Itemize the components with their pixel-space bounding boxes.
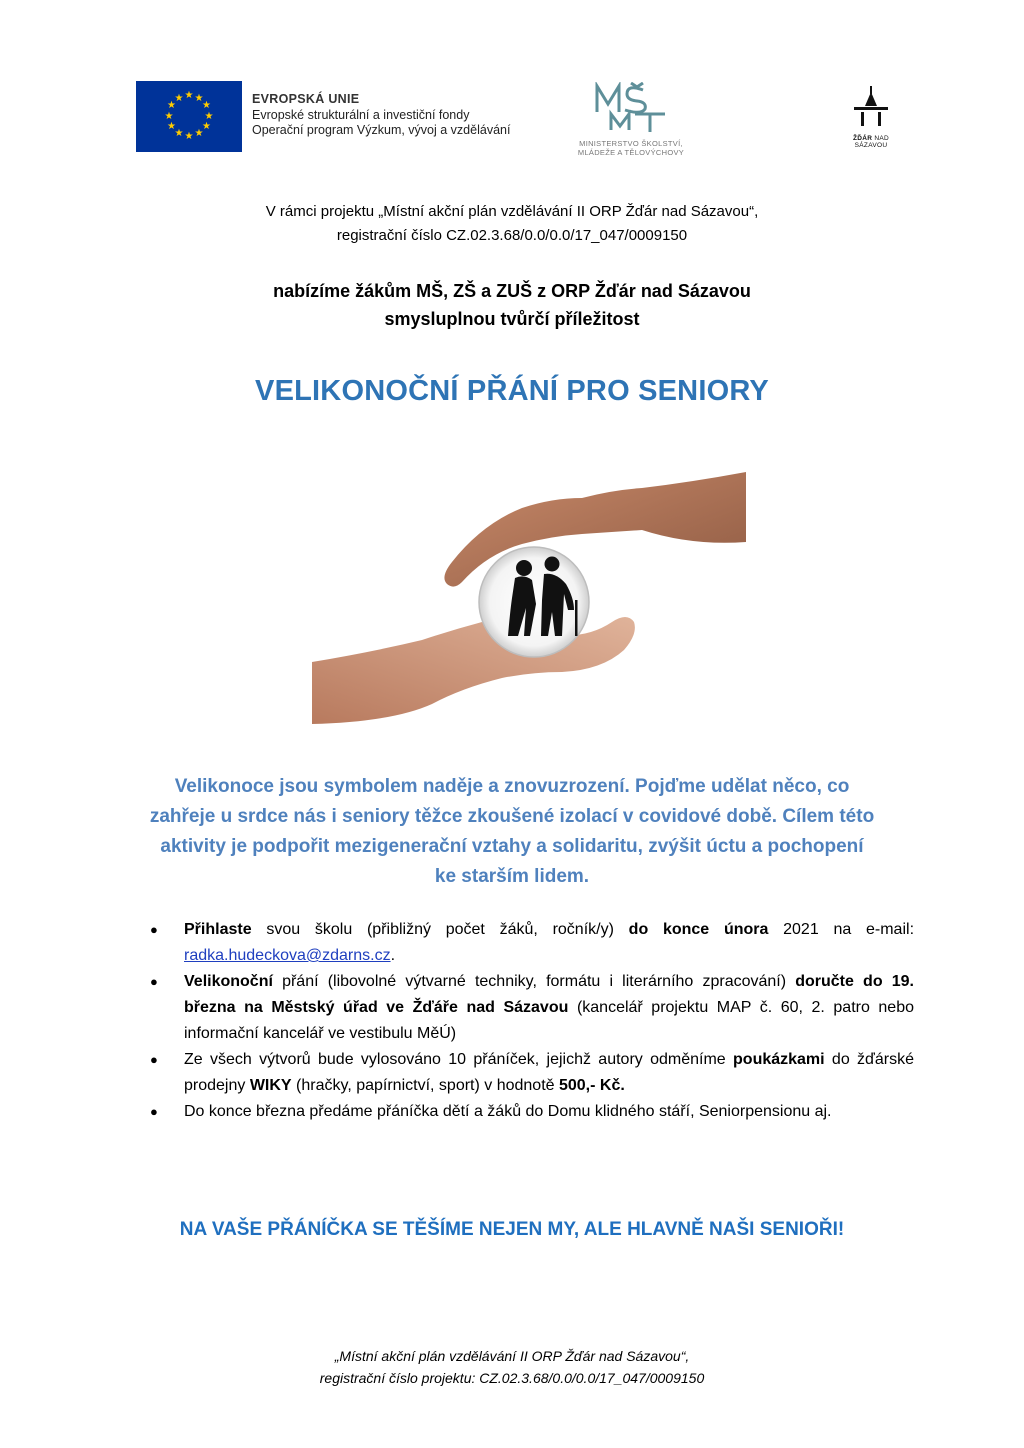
offer-line1: nabízíme žákům MŠ, ZŠ a ZUŠ z ORP Žďár nad Sázavou (273, 281, 751, 301)
msmt-logo (556, 82, 706, 157)
svg-text:★: ★ (194, 93, 204, 104)
motto-line4: ke starším lidem. (434, 866, 590, 887)
msmt-monogram-icon (591, 82, 671, 134)
svg-text:★: ★ (167, 100, 176, 111)
svg-text:★: ★ (204, 111, 214, 122)
msmt-line1: MINISTERSTVO ŠKOLSTVÍ, (579, 139, 683, 148)
offer-line2: smysluplnou tvůrčí příležitost (384, 309, 640, 329)
offer-text (120, 277, 904, 333)
instructions-list (150, 917, 914, 1125)
svg-text:★: ★ (164, 111, 174, 122)
eu-title: EVROPSKÁ UNIE (252, 92, 360, 106)
msmt-line2: MLÁDEŽE A TĚLOVÝCHOVY (577, 148, 685, 157)
closing-text: NA VAŠE PŘÁNÍČKA SE TĚŠÍME NEJEN MY, ALE HLAVNĚ NAŠI SENIOŘI! (179, 1219, 845, 1240)
intro-text (120, 200, 904, 248)
list-item: ● Velikonoční přání (libovolné výtvarné techniky, formátu i literárního zpracování) doručte do 19. března na Městský úřad ve Žďáře nad Sázavou (kancelář projektu MAP č. 60, 2. patro nebo informační kancelář ve vestibulu MěÚ) (150, 969, 914, 1047)
eu-programme: Operační program Výzkum, vývoj a vzdělávání (252, 123, 511, 137)
motto-line3: aktivity je podpořit mezigenerační vztahy a solidaritu, zvýšit úctu a pochopení (160, 836, 864, 857)
svg-text:★: ★ (194, 128, 204, 139)
eu-flag-logo (136, 81, 242, 152)
footer-line2: registrační číslo projektu: CZ.02.3.68/0.0/0.0/17_047/0009150 (319, 1370, 705, 1386)
list-item: ● Ze všech výtvorů bude vylosováno 10 přáníček, jejichž autory odměníme poukázkami do žďárské prodejny WIKY (hračky, papírnictví, sport) v hodnotě 500,- Kč. (150, 1047, 914, 1099)
hands-seniors-illustration (312, 472, 746, 724)
svg-text:★: ★ (174, 128, 184, 139)
motto-text (110, 772, 914, 892)
svg-text:★: ★ (184, 131, 194, 142)
eu-logo-text (252, 92, 510, 139)
svg-text:★: ★ (202, 121, 211, 132)
svg-text:★: ★ (184, 90, 194, 101)
lower-hand (312, 617, 635, 724)
motto-line2: zahřeje u srdce nás i seniory těžce zkoušené izolací v covidové době. Cílem této (149, 806, 875, 827)
intro-line2: registrační číslo CZ.02.3.68/0.0/0.0/17_047/0009150 (336, 227, 688, 244)
page-title: VELIKONOČNÍ PŘÁNÍ PRO SENIORY (255, 375, 769, 407)
svg-text:★: ★ (202, 100, 211, 111)
email-link[interactable]: radka.hudeckova@zdarns.cz (184, 947, 391, 964)
svg-text:★: ★ (167, 121, 176, 132)
church-icon (851, 86, 891, 130)
bullet-icon: ● (150, 1052, 158, 1067)
motto-line1: Velikonoce jsou symbolem naděje a znovuzrození. Pojďme udělat něco, co (174, 776, 850, 797)
zdar-logo (838, 86, 904, 149)
intro-line1: V rámci projektu „Místní akční plán vzdělávání II ORP Žďár nad Sázavou“, (265, 203, 759, 220)
list-item: ● Přihlaste svou školu (přibližný počet žáků, ročník/y) do konce února 2021 na e-mail: radka.hudeckova@zdarns.cz. (150, 917, 914, 969)
bullet-icon: ● (150, 974, 158, 989)
bullet-icon: ● (150, 1104, 158, 1119)
zdar-caption: ŽĎÁR NAD SÁZAVOU (853, 135, 889, 149)
footer-line1: „Místní akční plán vzdělávání II ORP Žďár nad Sázavou“, (334, 1348, 690, 1364)
list-item: ● Do konce března předáme přáníčka dětí a žáků do Domu klidného stáří, Seniorpensionu aj. (150, 1099, 914, 1125)
footer (120, 1345, 904, 1389)
eu-stars-icon (136, 81, 242, 152)
svg-text:★: ★ (174, 93, 184, 104)
eu-subtitle: Evropské strukturální a investiční fondy (252, 107, 470, 122)
bullet-icon: ● (150, 922, 158, 937)
